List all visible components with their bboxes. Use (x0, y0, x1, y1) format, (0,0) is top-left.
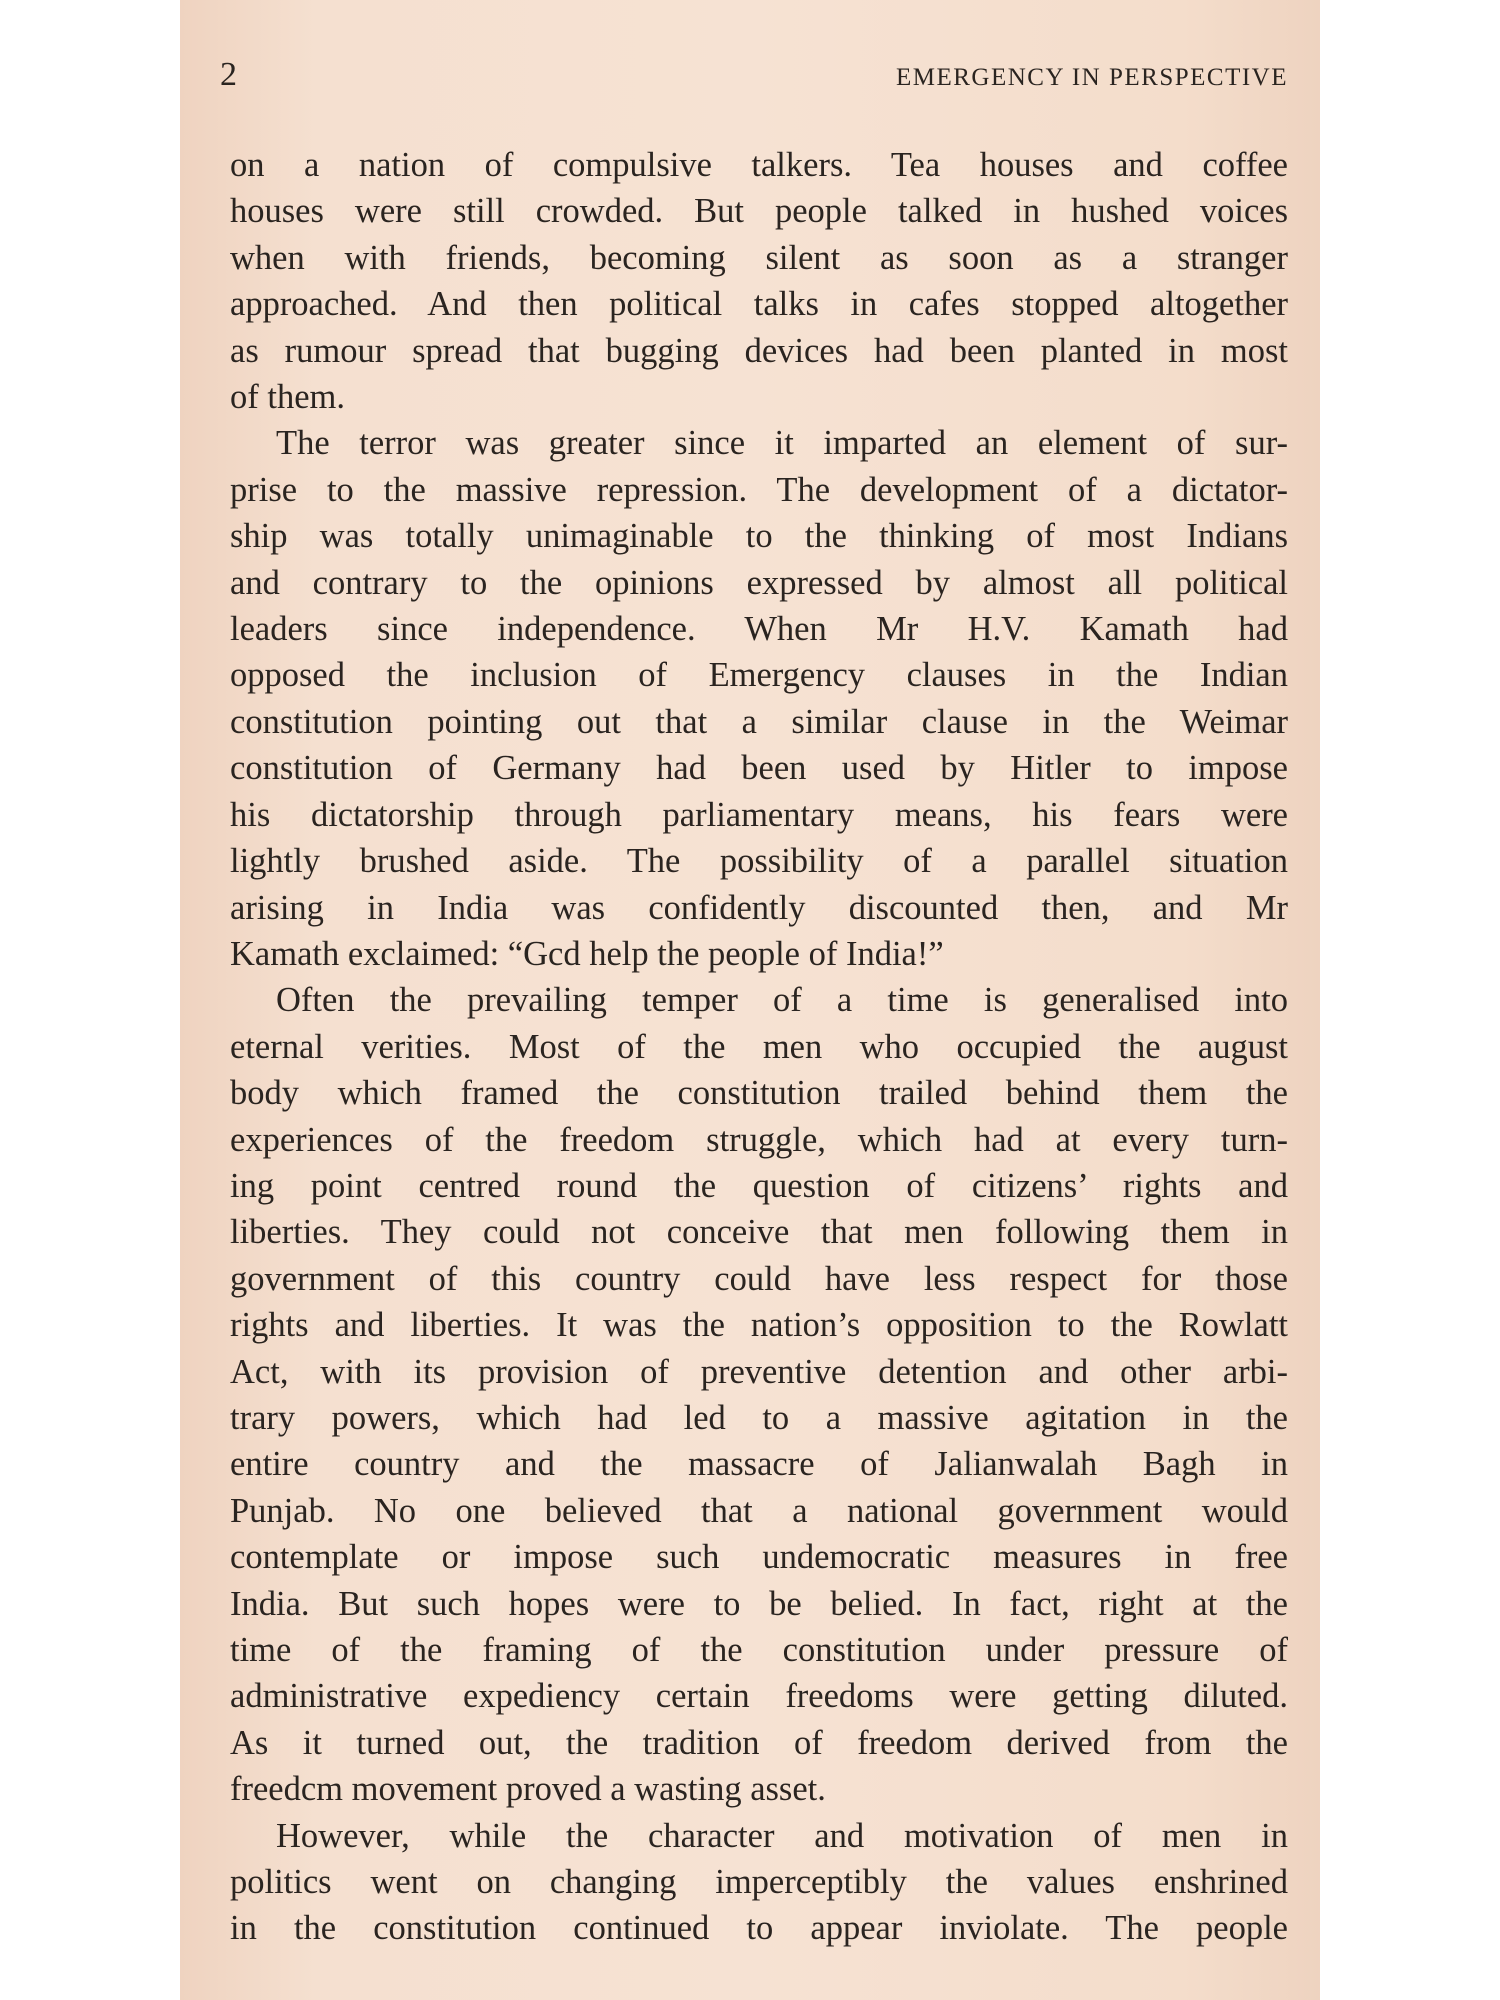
text-line: body which framed the constitution trailed behind them the (230, 1074, 1288, 1113)
text-line: Kamath exclaimed: “Gcd help the people of India!” (230, 934, 944, 973)
paragraph-4 (230, 1813, 1288, 1952)
text-line: leaders since independence. When Mr H.V. Kamath had (230, 610, 1288, 649)
text-line: contemplate or impose such undemocratic measures in free (230, 1538, 1288, 1577)
text-line: liberties. They could not conceive that men following them in (230, 1213, 1288, 1252)
text-line: and contrary to the opinions expressed by almost all political (230, 563, 1288, 602)
text-line: constitution pointing out that a similar clause in the Weimar (230, 702, 1288, 741)
page-number: 2 (220, 56, 237, 93)
text-line: experiences of the freedom struggle, which had at every turn- (230, 1120, 1288, 1159)
text-line: constitution of Germany had been used by Hitler to impose (230, 749, 1288, 788)
text-line: trary powers, which had led to a massive agitation in the (230, 1398, 1288, 1437)
text-line: government of this country could have less respect for those (230, 1259, 1288, 1298)
text-line: prise to the massive repression. The development of a dictator- (230, 470, 1288, 509)
text-line: freedcm movement proved a wasting asset. (230, 1770, 826, 1809)
text-line: approached. And then political talks in cafes stopped altogether (230, 285, 1288, 324)
text-line: on a nation of compulsive talkers. Tea houses and coffee (230, 146, 1288, 184)
text-line: eternal verities. Most of the men who occupied the august (230, 1027, 1288, 1066)
text-line: his dictatorship through parliamentary means, his fears were (230, 795, 1288, 834)
text-line: entire country and the massacre of Jalianwalah Bagh in (230, 1445, 1288, 1484)
text-line: rights and liberties. It was the nation’s opposition to the Rowlatt (230, 1306, 1288, 1345)
text-line: time of the framing of the constitution under pressure of (230, 1631, 1288, 1669)
text-line: However, while the character and motivation of men in (276, 1816, 1288, 1855)
page-header (220, 56, 1288, 106)
text-line: administrative expediency certain freedoms were getting diluted. (230, 1677, 1288, 1716)
text-line: Punjab. No one believed that a national government would (230, 1491, 1288, 1530)
text-line: houses were still crowded. But people talked in hushed voices (230, 192, 1288, 231)
text-line: opposed the inclusion of Emergency clauses in the Indian (230, 656, 1288, 695)
text-line: Act, with its provision of preventive detention and other arbi- (230, 1352, 1288, 1391)
text-line: as rumour spread that bugging devices had been planted in most (230, 331, 1288, 370)
text-line: ship was totally unimaginable to the thinking of most Indians (230, 517, 1288, 556)
text-line: Often the prevailing temper of a time is generalised into (276, 981, 1288, 1020)
text-line: ing point centred round the question of citizens’ rights and (230, 1166, 1288, 1205)
paragraph-3 (230, 977, 1288, 1812)
text-line: As it turned out, the tradition of freedom derived from the (230, 1723, 1288, 1762)
paragraph-2 (230, 420, 1288, 977)
running-head: EMERGENCY IN PERSPECTIVE (895, 64, 1288, 91)
text-line: politics went on changing imperceptibly the values enshrined (230, 1863, 1288, 1902)
paragraph-1 (230, 142, 1288, 420)
body-text (230, 142, 1288, 1952)
text-line: of them. (230, 378, 345, 417)
text-line: India. But such hopes were to be belied. In fact, right at the (230, 1584, 1288, 1623)
text-line: when with friends, becoming silent as soon as a stranger (230, 238, 1288, 277)
text-line: The terror was greater since it imparted an element of sur- (276, 424, 1288, 463)
text-line: lightly brushed aside. The possibility of a parallel situation (230, 842, 1288, 881)
text-line: in the constitution continued to appear inviolate. The people (230, 1909, 1288, 1948)
text-line: arising in India was confidently discounted then, and Mr (230, 888, 1288, 927)
book-page (180, 0, 1320, 2000)
